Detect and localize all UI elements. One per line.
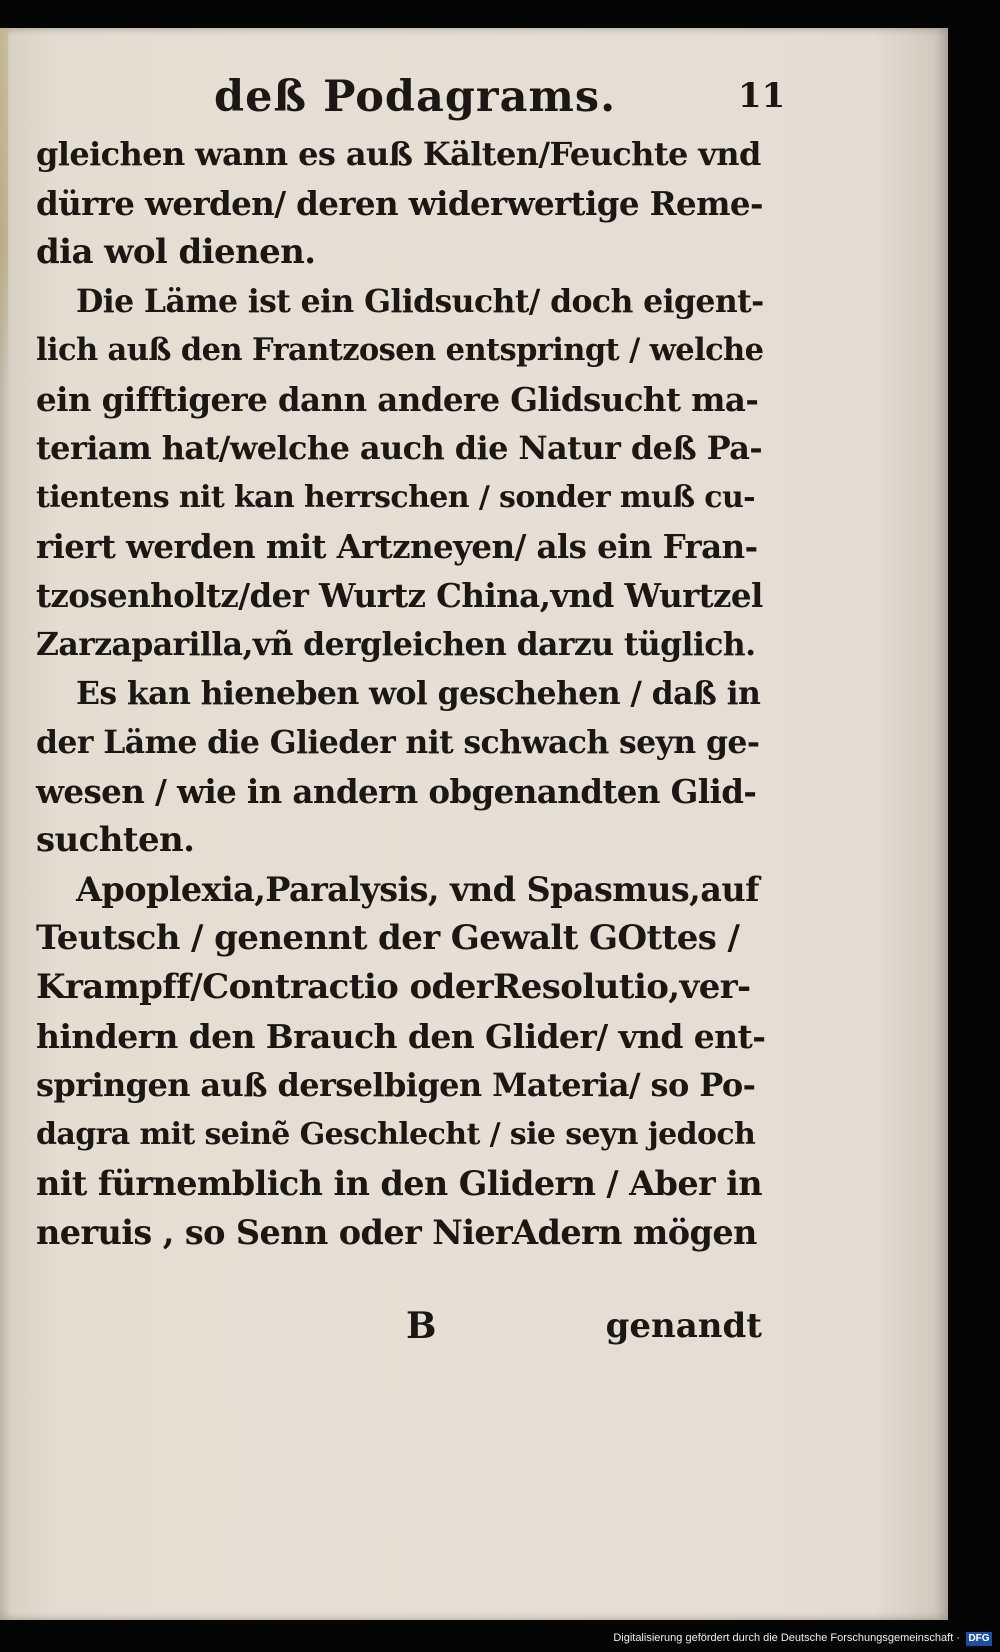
text-line: springen auß derselbigen Materia/ so Po- xyxy=(36,1066,756,1104)
footer-credit: Digitalisierung gefördert durch die Deutsche Forschungsgemeinschaft · xyxy=(613,1632,960,1644)
signature-mark: B xyxy=(406,1305,437,1347)
text-line: teriam hat/welche auch die Natur deß Pa- xyxy=(36,429,763,467)
text-line: Apoplexia,Paralysis, vnd Spasmus,auf xyxy=(76,870,759,909)
text-line: tientens nit kan herrschen / sonder muß cu- xyxy=(36,480,756,515)
catchline xyxy=(36,1302,766,1351)
text-line: hindern den Brauch den Glider/ vnd ent- xyxy=(36,1017,766,1056)
text-line: nit fürnemblich in den Glidern / Aber in xyxy=(36,1164,763,1203)
dfg-logo: DFG xyxy=(966,1632,992,1646)
text-line: ein gifftigere dann andere Glidsucht ma- xyxy=(36,380,759,419)
catchword: genandt xyxy=(605,1306,762,1346)
text-line: wesen / wie in andern obgenandten Glid- xyxy=(36,772,757,811)
page-number: 11 xyxy=(738,76,786,116)
text-line: Krampff/Contractio oderResolutio,ver- xyxy=(36,967,751,1007)
text-line: dagra mit seinẽ Geschlecht / sie seyn jedoch xyxy=(36,1117,756,1152)
page-edge-stain xyxy=(0,28,8,388)
text-line: tzosenholtz/der Wurtz China,vnd Wurtzel xyxy=(36,576,763,615)
text-line: Teutsch / genennt der Gewalt GOttes / xyxy=(36,918,740,958)
text-line: der Läme die Glieder nit schwach seyn ge- xyxy=(36,724,760,761)
text-line: suchten. xyxy=(36,820,195,860)
text-line: riert werden mit Artzneyen/ als ein Fran- xyxy=(36,527,758,566)
text-line: Es kan hieneben wol geschehen / daß in xyxy=(76,675,761,712)
text-line: Die Läme ist ein Glidsucht/ doch eigent- xyxy=(76,283,764,320)
text-line: gleichen wann es auß Kälten/Feuchte vnd xyxy=(36,135,761,173)
body-text xyxy=(36,130,766,1257)
text-line: dia wol dienen. xyxy=(36,232,316,272)
text-line: neruis , so Senn oder NierAdern mögen xyxy=(36,1213,757,1252)
footer-bar xyxy=(0,1620,1000,1652)
running-head: deß Podagrams. xyxy=(214,72,617,122)
text-line: lich auß den Frantzosen entspringt / welche xyxy=(36,332,764,368)
text-line: Zarzaparilla,vñ dergleichen darzu tüglich. xyxy=(36,626,756,663)
text-line: dürre werden/ deren widerwertige Reme- xyxy=(36,184,763,223)
